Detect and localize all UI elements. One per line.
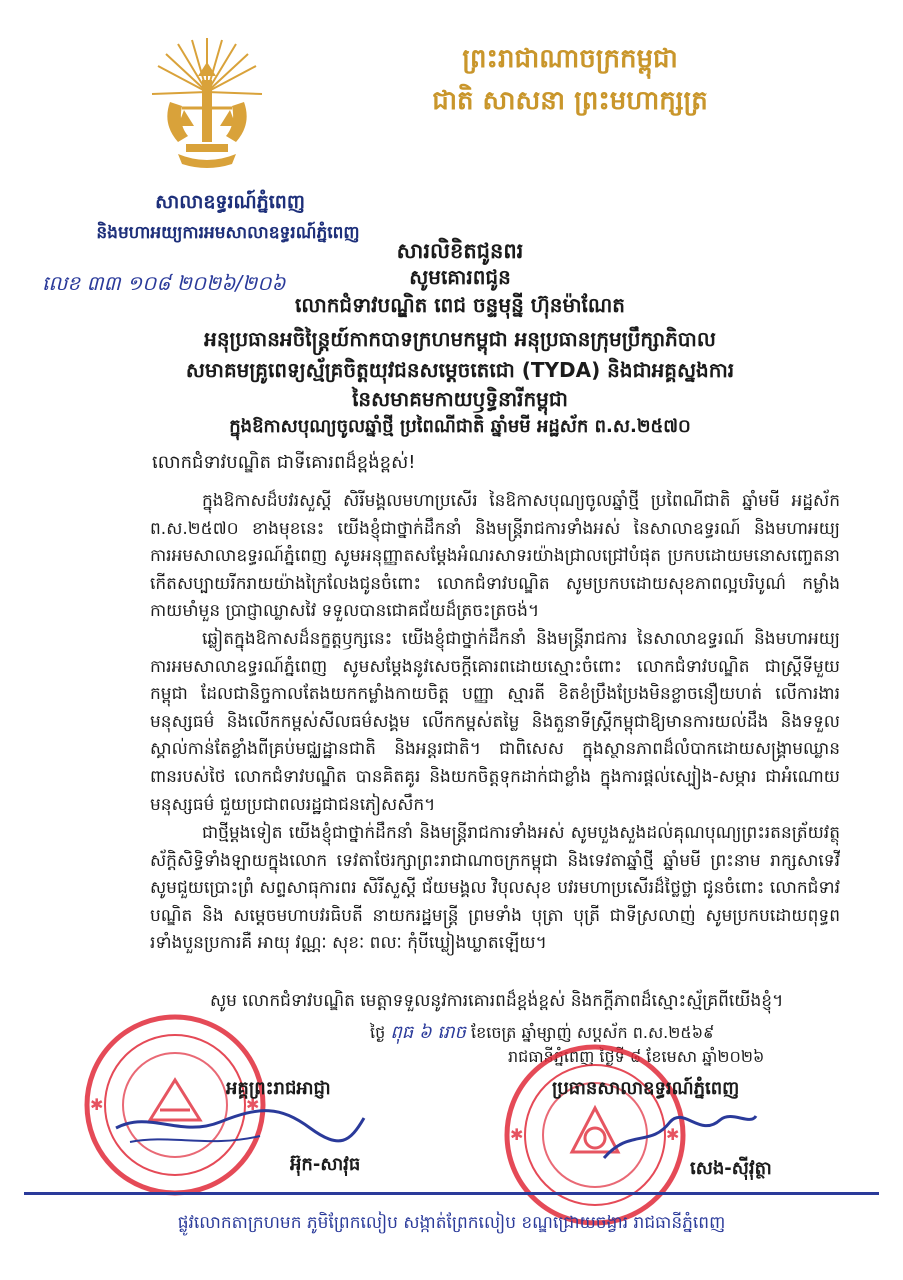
paragraph-1: ក្នុងឱកាសដ៏បវរសួស្តី សិរីមង្គលមហាប្រសើរ នៃឱកាសបុណ្យចូលឆ្នាំថ្មី ប្រពៃណីជាតិ ឆ្នាំមមី អដ្ឋស័ក ព.ស.២៥៧០ ខាងមុខនេះ យើងខ្ញុំជាថ្នាក់ដឹកនាំ និងមន្ត្រីរាជការទាំងអស់ នៃសាលាឧទ្ធរណ៍ និងមហាអយ្យការអមសាលាឧទ្ធរណ៍ភ្នំពេញ សូមអនុញ្ញាតសម្តែងអំណរសាទរយ៉ាងជ្រាលជ្រៅបំផុត ប្រកបដោយមនោសញ្ចេតនាកើតសប្បាយរីករាយយ៉ាងក្រៃលែងជូនចំពោះ លោកជំទាវបណ្ឌិត សូមប្រកបដោយសុខភាពល្អបរិបូណ៌ កម្លាំងកាយមាំមួន ប្រាជ្ញាឈ្លាសវៃ ទទួលបានជោគជ័យដ៏ត្រចះត្រចង់។ — [150, 491, 840, 622]
footer-address: ផ្លូវលោកតាក្រហមក ភូមិព្រែកលៀប សង្កាត់ព្រែកលៀប ខណ្ឌជ្រោយចង្វារ រាជធានីភ្នំពេញ — [177, 1213, 726, 1233]
signature-left — [110, 1098, 370, 1158]
lunar-date-rest: ខែចេត្រ ឆ្នាំម្សាញ់ សប្តស័ក ព.ស.២៥៦៩ — [471, 1023, 715, 1042]
signatory-left-name: អ៊ុក-សាវុធ — [290, 1154, 361, 1175]
signatory-left-role: អគ្គព្រះរាជអាជ្ញា — [226, 1078, 331, 1099]
lunar-date-handwritten: ពុធ ៦ រោច — [390, 1022, 466, 1043]
svg-text:✱: ✱ — [90, 1095, 104, 1114]
national-motto: ជាតិ សាសនា ព្រះមហាក្សត្រ — [432, 86, 708, 116]
letter-respectfully: សូមគោរពជូន — [409, 265, 511, 289]
royal-emblem — [148, 32, 266, 172]
recipient-title-3: នៃសមាគមកាយឫទ្ធិនារីកម្ពុជា — [352, 387, 568, 411]
salutation: លោកជំទាវបណ្ឌិត ជាទីគោរពដ៏ខ្ពង់ខ្ពស់! — [152, 452, 416, 473]
org-line-1: សាលាឧទ្ធរណ៍ភ្នំពេញ — [155, 191, 305, 213]
occasion-line: ក្នុងឱកាសបុណ្យចូលឆ្នាំថ្មី ប្រពៃណីជាតិ ឆ្នាំមមី អដ្ឋស័ក ព.ស.២៥៧០ — [229, 416, 691, 437]
lunar-date-prefix: ថ្ងៃ — [370, 1023, 386, 1042]
solar-date: រាជធានីភ្នំពេញ ថ្ងៃទី ៨ ខែមេសា ឆ្នាំ២០២៦ — [508, 1047, 765, 1066]
signatory-right-role: ប្រធានសាលាឧទ្ធរណ៍ភ្នំពេញ — [552, 1078, 740, 1099]
paragraph-2: ឆ្លៀតក្នុងឱកាសដ៏នក្ខត្តឫក្សនេះ យើងខ្ញុំជាថ្នាក់ដឹកនាំ និងមន្ត្រីរាជការ នៃសាលាឧទ្ធរណ៍ និងមហាអយ្យការអមសាលាឧទ្ធរណ៍ភ្នំពេញ សូមសម្តែងនូវសេចក្តីគោរពដោយស្មោះចំពោះ លោកជំទាវបណ្ឌិត ជាស្ត្រីទីមួយកម្ពុជា ដែលជានិច្ចកាលតែងយកកម្លាំងកាយចិត្ត បញ្ញា ស្មារតី ខិតខំប្រឹងប្រែងមិនខ្លាចនឿយហត់ លើការងារមនុស្សធម៌ និងលើកកម្ពស់សីលធម៌សង្គម លើកកម្ពស់តម្លៃ និងតួនាទីស្ត្រីកម្ពុជាឱ្យមានការយល់ដឹង និងទទួលស្គាល់កាន់តែខ្លាំងពីគ្រប់មជ្ឈដ្ឋានជាតិ និងអន្តរជាតិ។ ជាពិសេស ក្នុងស្ថានភាពដ៏លំបាកដោយសង្គ្រាមឈ្លានពានរបស់ថៃ លោកជំទាវបណ្ឌិត បានគិតគូរ និងយកចិត្តទុកដាក់ជាខ្លាំង ក្នុងការផ្តល់ស្បៀង-សម្ភារ ជាអំណោយមនុស្សធម៌ ជួយប្រជាពលរដ្ឋជាជនភៀសសឹក។ — [150, 629, 840, 815]
reference-number: លេខ ៣៣ ១០៨ ២០២៦/២០៦ — [42, 271, 286, 295]
recipient-title-2: សមាគមគ្រូពេទ្យស្ម័គ្រចិត្តយុវជនសម្តេចតេជោ (TYDA) និងជាអគ្គស្នងការ — [185, 358, 735, 382]
org-line-2: និងមហាអយ្យការអមសាលាឧទ្ធរណ៍ភ្នំពេញ — [96, 223, 360, 243]
recipient-name: លោកជំទាវបណ្ឌិត ពេជ ចន្ទមុន្នី ហ៊ុនម៉ាណែត — [295, 293, 625, 317]
closing-line: សូម លោកជំទាវបណ្ឌិត មេត្តាទទួលនូវការគោរពដ៏ខ្ពង់ខ្ពស់ និងកក្តីភាពដ៏ស្មោះស្ម័គ្រពីយើងខ្ញុំ។ — [210, 991, 784, 1011]
paragraph-3: ជាថ្មីម្តងទៀត យើងខ្ញុំជាថ្នាក់ដឹកនាំ និងមន្ត្រីរាជការទាំងអស់ សូមបួងសួងដល់គុណបុណ្យព្រះរតនត្រ័យវត្ថុស័ក្តិសិទ្ធិទាំងឡាយក្នុងលោក ទេវតាថែរក្សាព្រះរាជាណាចក្រកម្ពុជា និងទេវតាឆ្នាំថ្មី ឆ្នាំមមី ព្រះនាម រាក្សសាទេវី សូមជួយប្រោះព្រំ សព្ទសាធុការពរ សិរីសួស្តី ជ័យមង្គល វិបុលសុខ បវរមហាប្រសើរដ៏ថ្លៃថ្លា ជូនចំពោះ លោកជំទាវបណ្ឌិត និង សម្តេចមហាបវរធិបតី នាយករដ្ឋមន្ត្រី ព្រមទាំង បុត្រា បុត្រី ជាទីស្រលាញ់ សូមប្រកបដោយពុទ្ធពរទាំងបួនប្រការគឺ អាយុ វណ្ណៈ សុខៈ ពលៈ កុំបីឃ្លៀងឃ្លាតឡើយ។ — [150, 823, 840, 954]
kingdom-header — [340, 38, 800, 122]
svg-text:✱: ✱ — [510, 1125, 524, 1144]
footer-divider — [24, 1192, 879, 1195]
svg-text:✱: ✱ — [246, 1095, 260, 1114]
recipient-title-1: អនុប្រធានអចិន្ត្រៃយ៍កាកបាទក្រហមកម្ពុជា អនុប្រធានក្រុមប្រឹក្សាភិបាល — [204, 327, 716, 351]
kingdom-name: ព្រះរាជាណាចក្រកម្ពុជា — [462, 44, 678, 74]
letter-title: សារលិខិតជូនពរ — [396, 239, 524, 263]
signatory-right-name: សេង-ស៊ីវុត្ថា — [690, 1158, 772, 1179]
svg-text:✱: ✱ — [666, 1125, 680, 1144]
